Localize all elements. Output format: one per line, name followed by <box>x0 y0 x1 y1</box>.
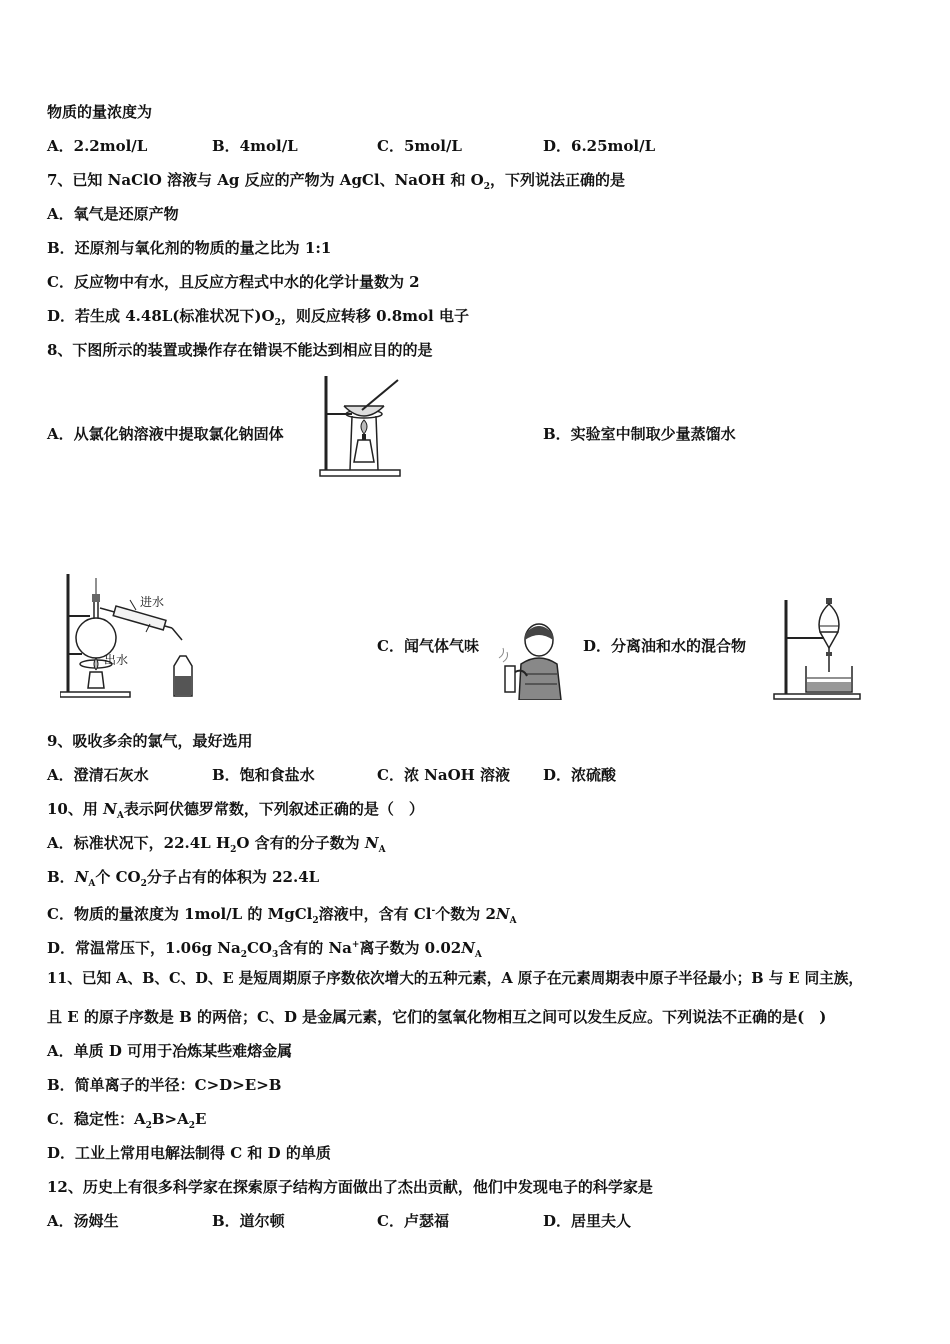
q9-option-b: B．饱和食盐水 <box>212 766 315 784</box>
water-out-label: 出水 <box>104 653 129 667</box>
q11-option-c: C．稳定性：$A_2B>A_2E$ <box>47 1110 207 1131</box>
q11-stem-line2: 且 E 的原子序数是 B 的两倍；C、D 是金属元素，它们的氢氧化物相互之间可以发生反应。下列说法不正确的是( ) <box>47 1008 827 1026</box>
q12-option-c: C．卢瑟福 <box>377 1212 449 1230</box>
q11-stem-line1: 11、已知 A、B、C、D、E 是短周期原子序数依次增大的五种元素，A 原子在元素周期表中原子半径最小；B 与 E 同主族， <box>47 970 863 987</box>
q8-option-d: D．分离油和水的混合物 <box>583 637 747 655</box>
q6-option-c: C．5mol/L <box>377 137 462 155</box>
q8-option-c: C．闻气体气味 <box>377 637 479 655</box>
q10-option-c: C．物质的量浓度为 1mol/L 的 MgCl$_2$溶液中，含有 Cl-个数为 $2N_A$ <box>47 905 517 926</box>
q8-option-a: A．从氯化钠溶液中提取氯化钠固体 <box>47 425 284 443</box>
separatory-funnel-figure <box>772 596 866 702</box>
q10-stem: 10、用 $N_A$表示阿伏德罗常数，下列叙述正确的是（ ） <box>47 800 424 821</box>
q8-option-b: B．实验室中制取少量蒸馏水 <box>543 425 736 443</box>
q10-option-b: B．$N_A$个 $CO_2$分子占有的体积为 22.4L <box>47 868 320 889</box>
q7-option-b: B．还原剂与氧化剂的物质的量之比为 1:1 <box>47 239 332 257</box>
q9-stem: 9、吸收多余的氯气，最好选用 <box>47 732 253 750</box>
evaporation-apparatus-figure <box>318 374 404 478</box>
smelling-gas-figure <box>495 618 565 700</box>
q7-option-a: A．氧气是还原产物 <box>47 205 179 223</box>
q11-option-d: D．工业上常用电解法制得 C 和 D 的单质 <box>47 1144 331 1162</box>
q7-option-d: D．若生成 4.48L(标准状况下)$O_2$，则反应转移 0.8mol 电子 <box>47 307 469 328</box>
q9-option-a: A．澄清石灰水 <box>47 766 149 784</box>
q10-option-d: D．常温常压下，1.06g $Na_2CO_3$含有的 Na+离子数为 $0.02N_A$ <box>47 939 482 960</box>
q11-option-b: B．简单离子的半径：C>D>E>B <box>47 1076 282 1094</box>
q9-option-c: C．浓 NaOH 溶液 <box>377 766 511 784</box>
q6-option-b: B．4mol/L <box>212 137 298 155</box>
q6-option-d: D．6.25mol/L <box>543 137 656 155</box>
q8-stem: 8、下图所示的装置或操作存在错误不能达到相应目的的是 <box>47 341 433 359</box>
q12-option-d: D．居里夫人 <box>543 1212 632 1230</box>
q7-stem: 7、已知 NaClO 溶液与 Ag 反应的产物为 AgCl、NaOH 和 $O_2$，下列说法正确的是 <box>47 171 626 192</box>
q12-option-b: B．道尔顿 <box>212 1212 285 1230</box>
water-in-label: 进水 <box>140 595 165 609</box>
q12-option-a: A．汤姆生 <box>47 1212 119 1230</box>
q12-stem: 12、历史上有很多科学家在探索原子结构方面做出了杰出贡献，他们中发现电子的科学家是 <box>47 1178 653 1196</box>
q9-option-d: D．浓硫酸 <box>543 766 617 784</box>
q10-option-a: A．标准状况下，22.4L $H_2O$ 含有的分子数为 $N_A$ <box>47 834 386 855</box>
q6-stem-tail: 物质的量浓度为 <box>47 103 153 121</box>
q11-option-a: A．单质 D 可用于冶炼某些难熔金属 <box>47 1042 293 1060</box>
q6-option-a: A．2.2mol/L <box>47 137 148 155</box>
q7-option-c: C．反应物中有水，且反应方程式中水的化学计量数为 2 <box>47 273 420 291</box>
distillation-apparatus-figure <box>60 570 210 700</box>
